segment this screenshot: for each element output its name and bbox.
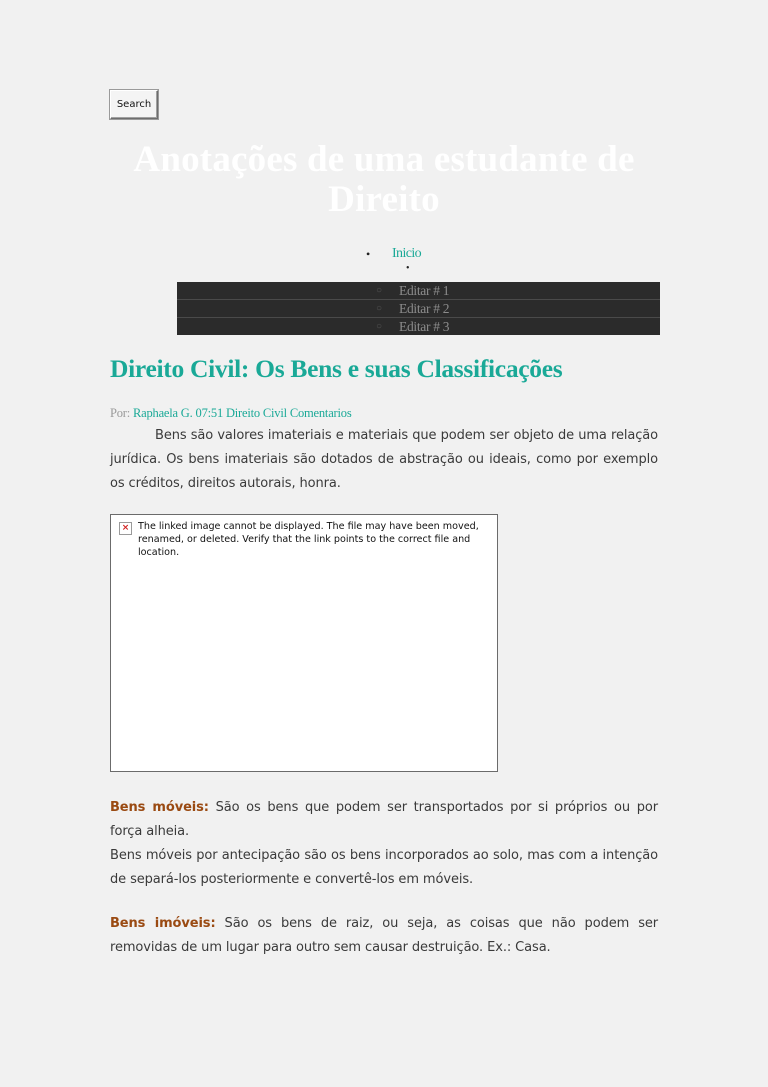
broken-image-message: The linked image cannot be displayed. The file may have been moved, renamed, or deleted. Verify that the link points to the correct file and location. — [138, 521, 479, 558]
nav-item-inicio[interactable]: Inicio — [392, 246, 422, 261]
broken-image-icon: × — [119, 522, 132, 535]
post-time-link[interactable]: 07:51 — [195, 406, 223, 420]
post-meta — [110, 404, 352, 422]
post-title[interactable]: Direito Civil: Os Bens e suas Classificações — [110, 354, 563, 383]
comments-link[interactable]: Comentarios — [289, 406, 352, 420]
circle-bullet-icon: ○ — [376, 321, 383, 332]
bens-imoveis-paragraph — [110, 912, 658, 960]
circle-bullet-icon: ○ — [376, 303, 383, 314]
bens-moveis-text: São os bens que podem ser transportados por si próprios ou por força alheia. — [110, 800, 658, 839]
submenu-item-label[interactable]: Editar # 1 — [399, 283, 450, 298]
antecipacao-paragraph: Bens móveis por antecipação são os bens incorporados ao solo, mas com a intenção de separá-los posteriormente e convertê-los em móveis. — [110, 848, 658, 887]
nav-bullet-icon: • — [406, 263, 410, 274]
submenu-item-label[interactable]: Editar # 3 — [399, 319, 450, 334]
nav-bullet-icon: • — [366, 247, 371, 261]
submenu-item[interactable] — [177, 282, 660, 300]
circle-bullet-icon: ○ — [376, 285, 383, 296]
bens-moveis-paragraph — [110, 796, 658, 844]
bens-imoveis-text: São os bens de raiz, ou seja, as coisas que não podem ser removidas de um lugar para outro sem causar destruição. Ex.: Casa. — [110, 916, 659, 955]
submenu-item[interactable] — [177, 318, 660, 335]
broken-image — [110, 514, 498, 772]
nav-submenu — [177, 282, 660, 335]
bens-imoveis-term: Bens imóveis: — [110, 916, 216, 931]
site-title: Anotações de uma estudante de Direito — [133, 139, 635, 220]
author-link[interactable]: Raphaela G. — [132, 406, 193, 420]
search-button[interactable]: Search — [110, 90, 158, 119]
category-link[interactable]: Direito Civil — [225, 406, 287, 420]
meta-prefix: Por: — [110, 406, 131, 420]
intro-paragraph: Bens são valores imateriais e materiais que podem ser objeto de uma relação jurídica. Os bens imateriais são dotados de abstração ou ideais, como por exemplo os créditos, direitos autorais, honra. — [110, 428, 658, 491]
bens-moveis-term: Bens móveis: — [110, 800, 209, 815]
submenu-item-label[interactable]: Editar # 2 — [399, 301, 450, 316]
submenu-item[interactable] — [177, 300, 660, 318]
